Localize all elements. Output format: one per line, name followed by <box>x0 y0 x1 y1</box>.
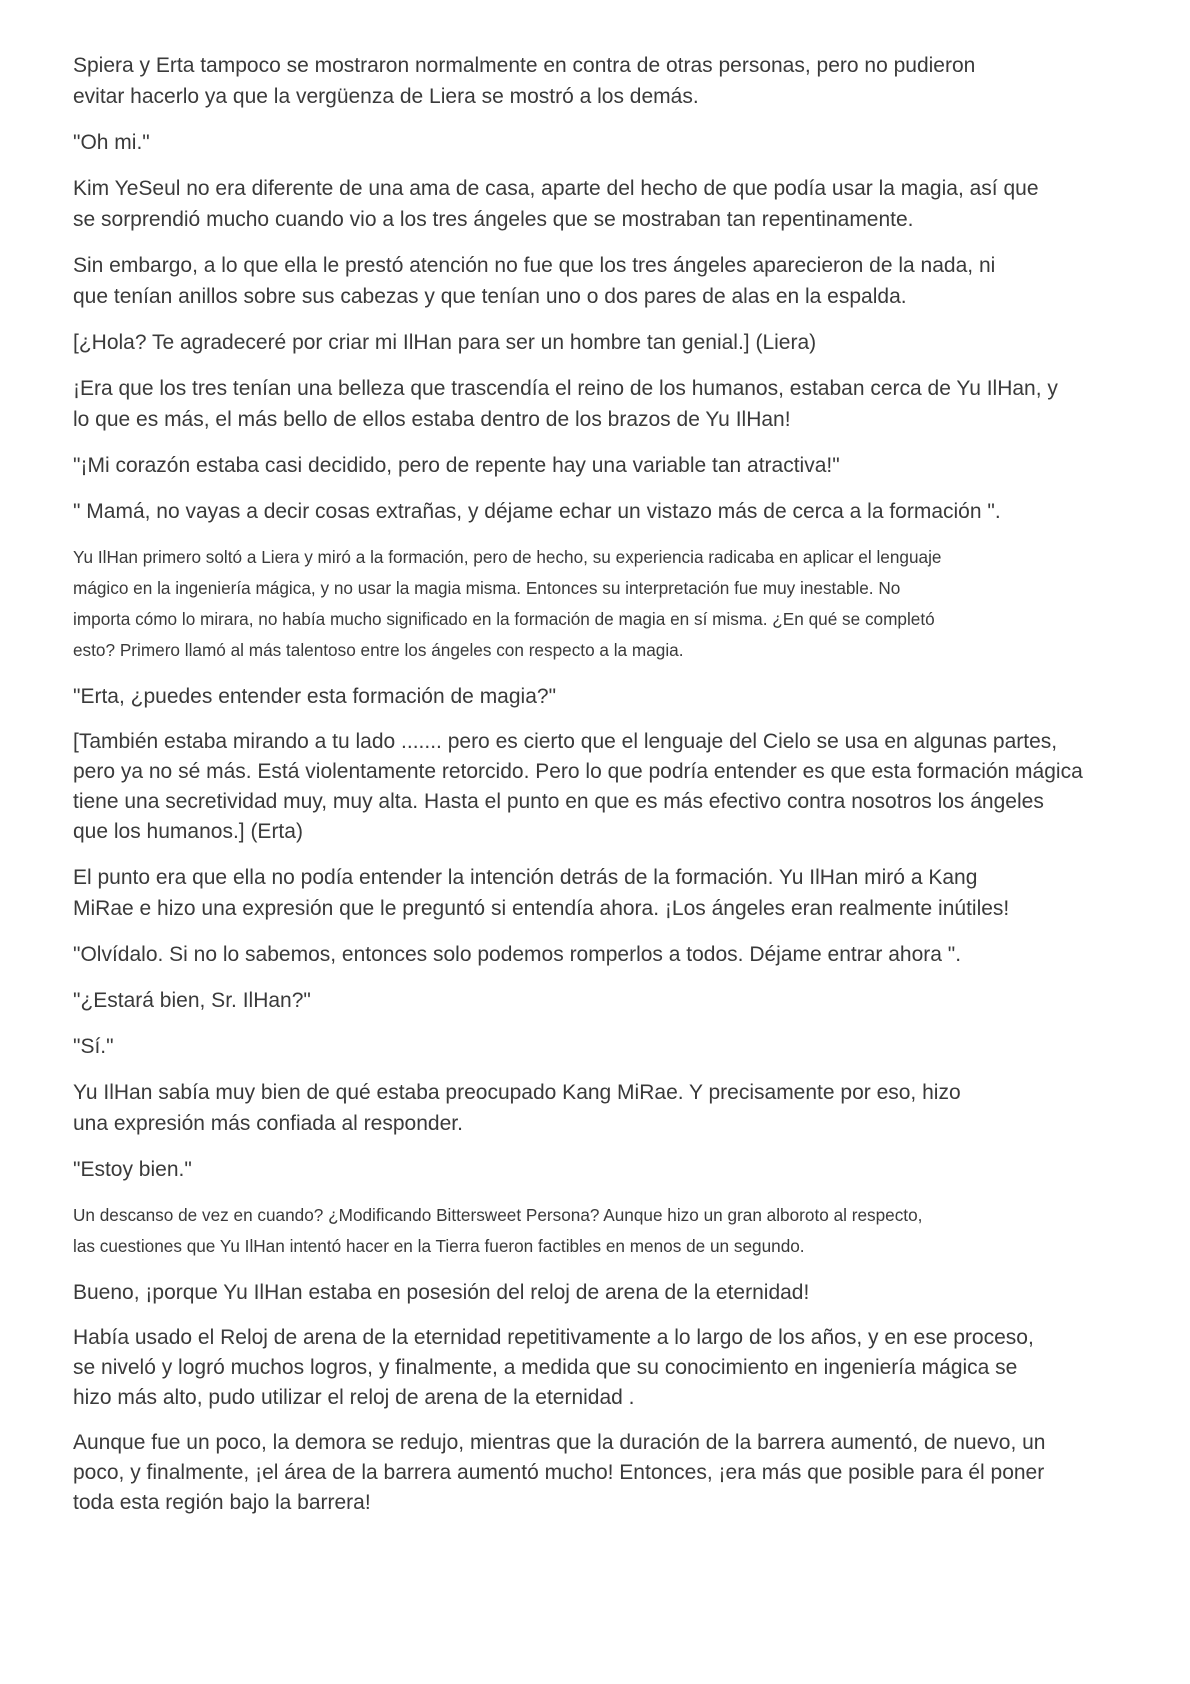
text-line: [¿Hola? Te agradeceré por criar mi IlHan para ser un hombre tan genial.] (Liera) <box>73 331 817 354</box>
text-line: "¡Mi corazón estaba casi decidido, pero de repente hay una variable tan atractiva!" <box>73 454 840 477</box>
text-line: se sorprendió mucho cuando vio a los tres ángeles que se mostraban tan repentinamente. <box>73 208 914 231</box>
text-line: lo que es más, el más bello de ellos estaba dentro de los brazos de Yu IlHan! <box>73 408 791 431</box>
text-line: evitar hacerlo ya que la vergüenza de Liera se mostró a los demás. <box>73 85 699 108</box>
paragraph <box>73 50 1123 112</box>
paragraph <box>73 1154 1123 1185</box>
text-line: una expresión más confiada al responder. <box>73 1112 463 1135</box>
text-line: Había usado el Reloj de arena de la eternidad repetitivamente a lo largo de los años, y en ese proceso, <box>73 1326 1034 1349</box>
paragraph <box>73 1077 1123 1139</box>
paragraph <box>73 496 1123 527</box>
text-line: "Oh mi." <box>73 131 150 154</box>
text-line: Spiera y Erta tampoco se mostraron normalmente en contra de otras personas, pero no pudieron <box>73 54 976 77</box>
text-line: [También estaba mirando a tu lado ....... pero es cierto que el lenguaje del Cielo se usa en algunas partes, <box>73 730 1058 753</box>
paragraph <box>73 862 1123 924</box>
text-line: que tenían anillos sobre sus cabezas y que tenían uno o dos pares de alas en la espalda. <box>73 285 907 308</box>
text-line: ¡Era que los tres tenían una belleza que trascendía el reino de los humanos, estaban cerca de Yu IlHan, y <box>73 377 1058 400</box>
text-line: El punto era que ella no podía entender la intención detrás de la formación. Yu IlHan miró a Kang <box>73 866 978 889</box>
paragraph <box>73 681 1123 712</box>
text-line: mágico en la ingeniería mágica, y no usar la magia misma. Entonces su interpretación fue muy inestable. No <box>73 578 901 598</box>
paragraph <box>73 985 1123 1016</box>
text-line: que los humanos.] (Erta) <box>73 820 303 843</box>
text-line: Aunque fue un poco, la demora se redujo, mientras que la duración de la barrera aumentó, de nuevo, un <box>73 1431 1046 1454</box>
text-line: hizo más alto, pudo utilizar el reloj de arena de la eternidad . <box>73 1386 635 1409</box>
text-line: "Erta, ¿puedes entender esta formación de magia?" <box>73 685 557 708</box>
text-line: poco, y finalmente, ¡el área de la barrera aumentó mucho! Entonces, ¡era más que posible para él poner <box>73 1461 1045 1484</box>
text-line: se niveló y logró muchos logros, y finalmente, a medida que su conocimiento en ingeniería mágica se <box>73 1356 1018 1379</box>
text-line: Sin embargo, a lo que ella le prestó atención no fue que los tres ángeles aparecieron de la nada, ni <box>73 254 996 277</box>
text-line: "Sí." <box>73 1035 114 1058</box>
text-line: esto? Primero llamó al más talentoso entre los ángeles con respecto a la magia. <box>73 640 684 660</box>
paragraph <box>73 450 1123 481</box>
paragraph <box>73 1200 1123 1262</box>
text-line: importa cómo lo mirara, no había mucho significado en la formación de magia en sí misma. ¿En qué se completó <box>73 609 935 629</box>
paragraph <box>73 1277 1123 1308</box>
text-line: Yu IlHan primero soltó a Liera y miró a la formación, pero de hecho, su experiencia radicaba en aplicar el lenguaje <box>73 547 942 567</box>
paragraph <box>73 542 1123 666</box>
paragraph <box>73 939 1123 970</box>
text-line: Bueno, ¡porque Yu IlHan estaba en posesión del reloj de arena de la eternidad! <box>73 1281 810 1304</box>
text-line: "Estoy bien." <box>73 1158 192 1181</box>
paragraph <box>73 127 1123 158</box>
text-line: toda esta región bajo la barrera! <box>73 1491 371 1514</box>
paragraph <box>73 727 1123 847</box>
text-line: " Mamá, no vayas a decir cosas extrañas, y déjame echar un vistazo más de cerca a la formación ". <box>73 500 1001 523</box>
paragraph <box>73 1428 1123 1518</box>
text-line: Un descanso de vez en cuando? ¿Modificando Bittersweet Persona? Aunque hizo un gran alboroto al respecto, <box>73 1205 923 1225</box>
text-line: las cuestiones que Yu IlHan intentó hacer en la Tierra fueron factibles en menos de un segundo. <box>73 1236 805 1256</box>
text-line: Kim YeSeul no era diferente de una ama de casa, aparte del hecho de que podía usar la magia, así que <box>73 177 1039 200</box>
text-line: Yu IlHan sabía muy bien de qué estaba preocupado Kang MiRae. Y precisamente por eso, hizo <box>73 1081 961 1104</box>
text-line: MiRae e hizo una expresión que le preguntó si entendía ahora. ¡Los ángeles eran realmente inútiles! <box>73 897 1010 920</box>
text-line: tiene una secretividad muy, muy alta. Hasta el punto en que es más efectivo contra nosotros los ángeles <box>73 790 1044 813</box>
paragraph <box>73 1323 1123 1413</box>
text-line: "¿Estará bien, Sr. IlHan?" <box>73 989 311 1012</box>
paragraph <box>73 327 1123 358</box>
text-line: pero ya no sé más. Está violentamente retorcido. Pero lo que podría entender es que esta formación mágica <box>73 760 1083 783</box>
document-page <box>73 50 1123 1533</box>
paragraph <box>73 250 1123 312</box>
paragraph <box>73 173 1123 235</box>
paragraph <box>73 373 1123 435</box>
paragraph <box>73 1031 1123 1062</box>
text-line: "Olvídalo. Si no lo sabemos, entonces solo podemos romperlos a todos. Déjame entrar ahora ". <box>73 943 962 966</box>
